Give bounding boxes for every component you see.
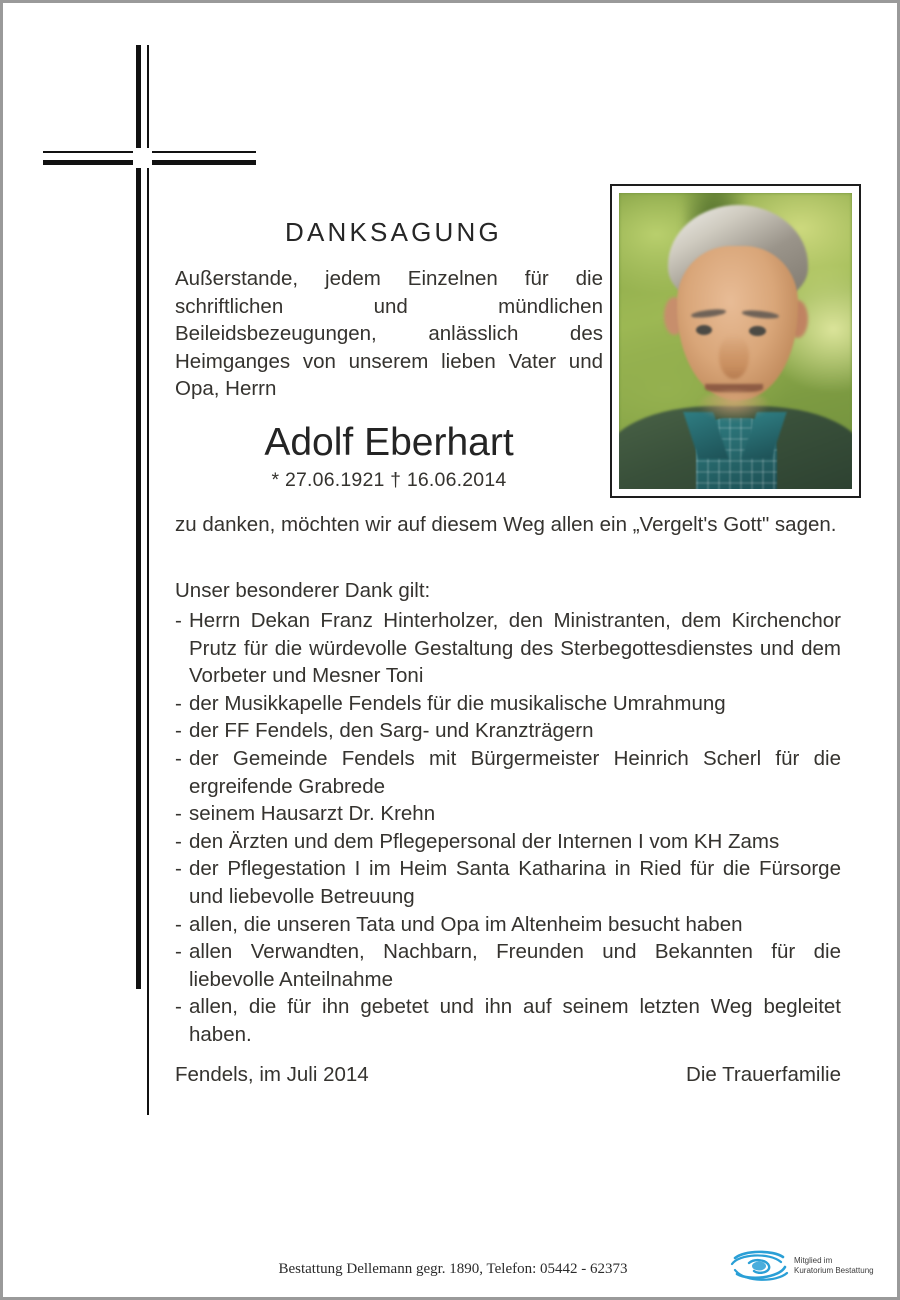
list-item: - der FF Fendels, den Sarg- und Kranzträgern <box>175 717 841 745</box>
list-item: - allen, die unseren Tata und Opa im Altenheim besucht haben <box>175 911 841 939</box>
photo-chin <box>698 391 770 421</box>
cross-vertical-thin-line <box>147 45 149 1115</box>
footer-business-line: Bestattung Dellemann gegr. 1890, Telefon: 05442 - 62373 <box>278 1261 628 1277</box>
cross-center-notch <box>133 148 152 168</box>
list-item: - Herrn Dekan Franz Hinterholzer, den Ministranten, dem Kirchenchor Prutz für die würdevolle Gestaltung des Sterbegottesdienstes und dem Vorbeter und Mesner Toni <box>175 607 841 690</box>
deceased-name: Adolf Eberhart <box>264 421 514 464</box>
page-title: DANKSAGUNG <box>285 217 502 247</box>
cross-vertical-thick-line <box>136 45 141 989</box>
signature-place-date: Fendels, im Juli 2014 <box>175 1063 369 1086</box>
logo-text <box>794 1256 874 1276</box>
portrait-photo <box>619 193 852 489</box>
cross-horizontal-thick-line <box>43 160 256 165</box>
deceased-dates: * 27.06.1921 † 16.06.2014 <box>271 469 507 491</box>
thanks-list <box>175 607 841 1049</box>
list-item: - den Ärzten und dem Pflegepersonal der Internen I vom KH Zams <box>175 828 841 856</box>
list-item: - allen Verwandten, Nachbarn, Freunden und Bekannten für die liebevolle Anteilnahme <box>175 938 841 993</box>
swirl-icon <box>729 1249 791 1283</box>
list-item: - allen, die für ihn gebetet und ihn auf seinem letzten Weg begleitet haben. <box>175 993 841 1048</box>
list-item: - der Musikkapelle Fendels für die musikalische Umrahmung <box>175 690 841 718</box>
cross-horizontal-thin-line <box>43 151 256 153</box>
list-item: - seinem Hausarzt Dr. Krehn <box>175 800 841 828</box>
portrait-frame <box>610 184 861 498</box>
logo-line-2: Kuratorium Bestattung <box>794 1266 874 1275</box>
intro-paragraph: Außerstande, jedem Einzelnen für die schriftlichen und mündlichen Beileidsbezeugungen, anlässlich des Heimganges von unserem lieben Vater und Opa, Herrn <box>175 267 603 400</box>
thanks-heading: Unser besonderer Dank gilt: <box>175 579 431 602</box>
signature-from: Die Trauerfamilie <box>686 1063 841 1086</box>
list-item: - der Gemeinde Fendels mit Bürgermeister Heinrich Scherl für die ergreifende Grabrede <box>175 745 841 800</box>
list-item: - der Pflegestation I im Heim Santa Katharina in Ried für die Fürsorge und liebevolle Betreuung <box>175 855 841 910</box>
signature-row <box>175 1063 841 1087</box>
second-paragraph: zu danken, möchten wir auf diesem Weg allen ein „Vergelt's Gott" sagen. <box>175 513 837 536</box>
logo-line-1: Mitglied im <box>794 1256 833 1265</box>
kuratorium-bestattung-logo <box>729 1243 877 1289</box>
photo-eye-left <box>696 325 712 335</box>
